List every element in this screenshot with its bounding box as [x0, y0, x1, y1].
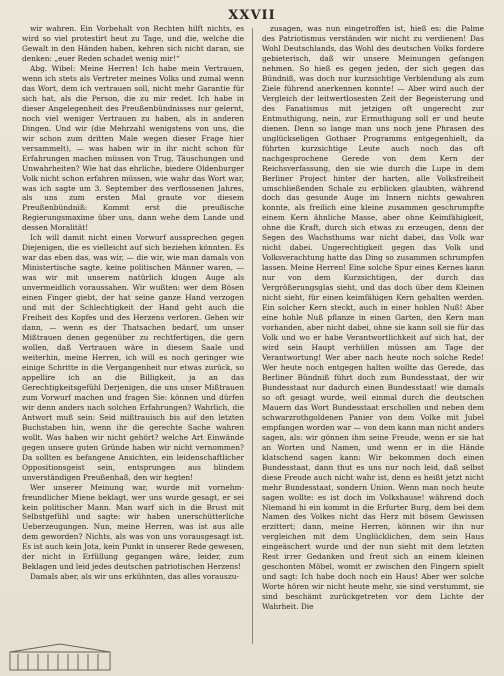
paragraph: zusagen, was nun eingetroffen ist, hieß es: die Palme des Patriotismus verständen wir nicht zu verdienen! Das Wohl Deutschlands, das Wohl des deutschen Volks fordere gebieterisch, daß wir unsere Meinungen gefangen nehmen. So hieß es gegen jeden, der sich gegen das Bündniß, was doch nur kurzsichtige Verblendung als zum Ziele führend anerkennen konnte! — Aber wird auch der Vergleich der leitwertlosesten Zeit der Begeisterung und des Fanatismus mit jetzigen oft ungerecht zur Entmuthigung, nein, zur Ermuthigung soll er und heute dienen. Denn so lange man uns noch jene Phrasen des unglückseligen Gothaer Programms entgegenhielt, da führten kurzsichtige Leute auch noch das oft nachgesprochene Gerede von dem Kern der Reichsverfassung, den sie wie durch die Lupe in dem Berliner Project hinter der harten, alle Volksfreiheit umschließenden Schale zu erblicken glaubten, während doch das gesunde Auge im Innern nichts gewahren konnte, als freilich eine kleine zusammen geschrumpfte einem Kern ähnliche Masse, aber ohne Keimfähigkeit, ohne die Kraft, durch sich etwas zu erzeugen, denn der Segen des Wachsthums war nicht dabei, das Volk war nicht dabei. Ungerechtigkeit gegen das Volk und Volksverachtung hatte das Ding so zusammen schrumpfen lassen. Meine Herren! Eine solche Spur eines Kernes kann nur von dem Kurzsichtigen, der durch das Vergrößerungsglas sieht, und das doch über dem Kleinen nicht sieht, für einen keimfähigen Kern gehalten werden. Ein solcher Kern steckt, auch in einer hohlen Nuß! Aber eine hohle Nuß pflanze in einen Garten, den Kern man vorhanden, aber nicht dabei, ohne sie kann soll sie für das Volk und wo er habe Verantwortlichkeit auf sich hat, der wird sein Haupt verhüllen müssen am Tage der Verantwortung! Wer aber nach heute noch solche Rede! Wer heute noch entgegen halten wollte das Gerede, das Berliner Bündniß führt doch zum Bundesstaat, der wir Bundesstaat nur dadurch einen Bundesstaat! wie damals so oft gesagt wurde, weil einmal durch die deutschen Mauern das Wort Bundesstaat erschollen und neben dem schwarzrothgoldenen Panier von dem Volke mit Jubel empfangen worden war — von dem kann man nicht anders sagen, als: wir gönnen ihm seine Freude, wenn er sie hat an Worten und Namen, und wenn er in die Hände klatschend sagen kann: Wir bekommen doch einen Bundesstaat, dann thut es uns nur noch leid, daß selbst diese Freude auch nicht wahr ist, denn es heißt jetzt nicht mehr Bundesstaat, sondern Union. Wenn man noch heute sagen wollte: es ist doch im Volkshause! während doch Niemand hi ein kommt in die Erfurter Burg, dem bei dem Namen des Volkes nicht das Herz mit bösem Gewissen erzittert; dann, meine Herren, können wir ihn nur vergleichen mit dem Unglücklichen, dem sein Haus eingeäschert wurde und der nun sieht mit dem letzten Rest irrer Gedanken und freut sich an einem kleinen geschonten Möbel, womit er zwischen den Fingern spielt und sagt: Ich habe doch noch ein Haus! Aber wer solche Worte hören wir nicht heute mehr, sie sind verstummt, sie sind beschämt zurückgetreten vor dem Lichte der Wahrheit. Die — [262, 24, 484, 612]
paragraph: Ich will damit nicht einen Vorwurf aussprechen gegen Diejenigen, die es vielleicht auf sich beziehen könnten. Es war das eben das, was wir, — die wir, wie man damals von Ministertische sagte, keine politischen Männer waren, — was wir mit unserem natürlich klugen Auge als unvermeidlich voraussahen. Wir wußten: wer dem Bösen einen Finger giebt, der hat seine ganze Hand verzogen und mit der Schlechtigkeit der Hand geht auch die Freiheit des Kopfes und des Herzens verloren. Gehen wir dann, — wenn es der Thatsachen bedarf, um unser Mißtrauen denen gegenüber zu rechtfertigen, die gern wollen, daß Vertrauen wäre in diesem Saale und weiterhin, meine Herren, ich will es noch geringer wie einige Schritte in die Vergangenheit nur etwas zurück, so appellire ich an die Billigkeit, ja an das Gerechtigkeitsgefühl Derjenigen, die uns unser Mißtrauen zum Vorwurf machen und fragen Sie: können und dürfen wir denn anders nach solchen Erfahrungen? Wahrlich, die Antwort muß sein: Seid mißtrauisch bis auf den letzten Buchstaben hin, wenn ihr die gerechte Sache wahren wollt. Was haben wir nicht gehört? welche Art Einwände gegen unsere guten Gründe haben wir nicht vernommen? Da sollten es befangene Ansichten, ein leidenschaftlicher Oppositionsgeist sein, entsprungen aus blindem unverständigen Preußenhaß, den wir hegten! — [22, 233, 244, 482]
paragraph: wir wahren. Ein Vorbehalt von Rechten hilft nichts, es wird so viel protestirt heut zu Tage, und die, welche die Gewalt in den Händen haben, kehren sich nicht daran, sie denken: „euer Reden schadet wenig mir!“ — [22, 24, 244, 63]
page-number: XXVII — [228, 8, 276, 23]
column-divider — [252, 28, 253, 644]
left-text-column — [22, 24, 244, 646]
paragraph: Abg. Wibel: Meine Herren! Ich habe mein Vertrauen, wenn ich stets als Vertreter meines Volks und zumal wenn das Wort, dem ich vertrauen soll, nicht mehr Garantie für sich hat, als die Person, die zu mir redet. Ich habe in dieser Angelegenheit des Preußenbündnisses nur gelernt, noch viel weniger Vertrauen zu haben, als in anderen Dingen. Und wir (die Mehrzahl wenigstens von uns, die wir schon zum dritten Male wegen dieser Frage hier versammelt), — was haben wir in ihr nicht schon für Erfahrungen machen müssen von Trug, Täuschungen und Unwahrheiten? Wie hat das ehrliche, biedere Oldenburger Volk nicht schon erfahren müssen, wie wahr das Wort war, was ich sagte um 3. September des verflossenen Jahres, als uns zum ersten Mal graute vor diesem Preußenbündniß: Kommt erst die preußische Regierungsmaxime über uns, dann wehe dem Lande und dessen Moralität! — [22, 63, 244, 233]
paragraph: Wer unserer Meinung war, wurde mit vornehm-freundlicher Miene beklagt, wer uns wurde gesagt, er sei kein politischer Mann. Man warf sich in die Brust mit Selbstgefühl und sagte: wir haben unerschütterliche Ueberzeugungen. Nun, meine Herren, was ist aus alle dem geworden? Nichts, als was von uns vorausgesagt ist. Es ist auch kein Jota, kein Punkt in unserer Rede gewesen, der nicht in Erfüllung gegangen wäre, leider, zum Beklagen und leid jedes deutschen patriotischen Herzens! — [22, 482, 244, 572]
right-text-column — [262, 24, 484, 646]
paragraph: Damals aber, als wir uns erkühnten, das alles vorauszu- — [30, 572, 239, 582]
building-stamp-icon — [4, 642, 116, 672]
